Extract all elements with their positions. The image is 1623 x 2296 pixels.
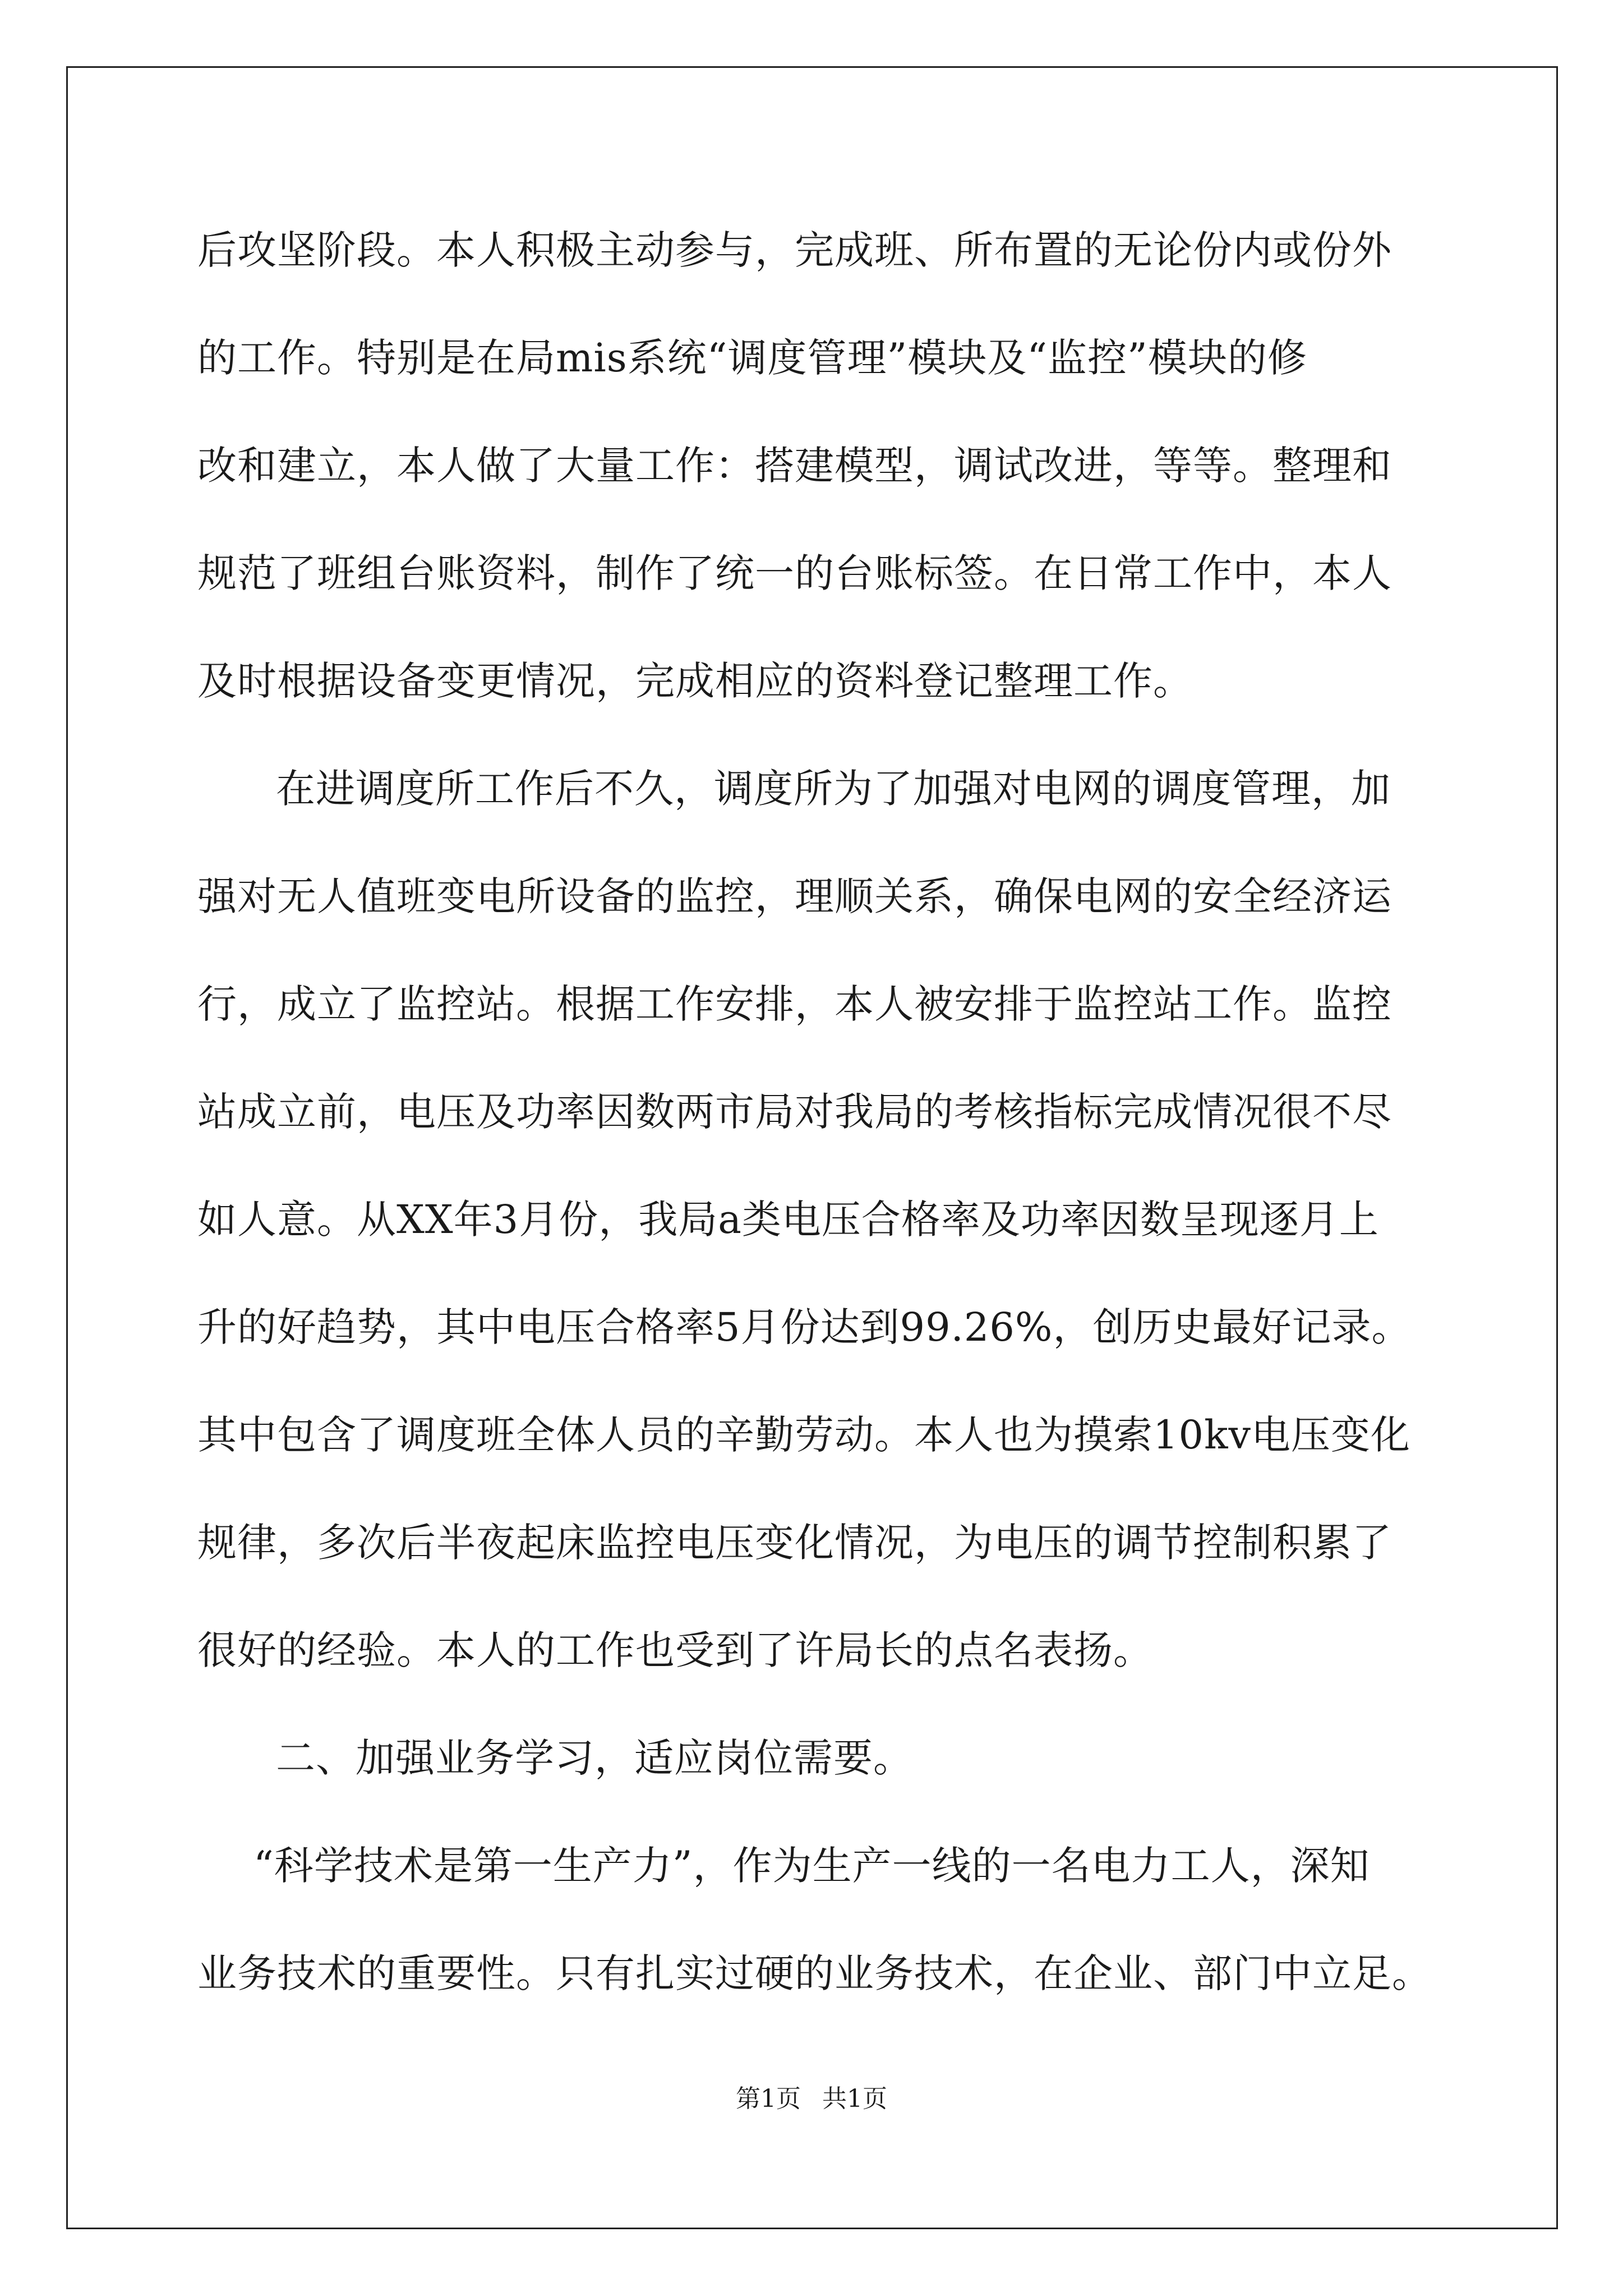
text-line: 后攻坚阶段。本人积极主动参与，完成班、所布置的无论份内或份外 (197, 227, 1392, 273)
paragraph-start-line: 在进调度所工作后不久，调度所为了加强对电网的调度管理，加 (276, 766, 1391, 812)
text-line: 强对无人值班变电所设备的监控，理顺关系，确保电网的安全经济运 (197, 873, 1392, 919)
text-line: 行，成立了监控站。根据工作安排，本人被安排于监控站工作。监控 (197, 981, 1392, 1027)
text-line: 的工作。特别是在局mis系统“调度管理”模块及“监控”模块的修 (197, 335, 1307, 381)
document-body (197, 217, 1442, 2047)
text-line: 站成立前，电压及功率因数两市局对我局的考核指标完成情况很不尽 (197, 1089, 1392, 1135)
text-line: 很好的经验。本人的工作也受到了许局长的点名表扬。 (197, 1627, 1153, 1673)
text-line: 升的好趋势，其中电压合格率5月份达到99.26%，创历史最好记录。 (197, 1304, 1412, 1350)
text-line: 及时根据设备变更情况，完成相应的资料登记整理工作。 (197, 658, 1193, 704)
text-line: 业务技术的重要性。只有扎实过硬的业务技术，在企业、部门中立足。 (197, 1950, 1432, 1996)
page-number: 第1页 (736, 2085, 801, 2113)
text-line: 其中包含了调度班全体人员的辛勤劳动。本人也为摸索10kv电压变化 (197, 1412, 1411, 1458)
text-line: 改和建立，本人做了大量工作：搭建模型，调试改进，等等。整理和 (197, 443, 1392, 489)
text-line: 规范了班组台账资料，制作了统一的台账标签。在日常工作中，本人 (197, 550, 1392, 596)
page-footer (0, 2082, 1623, 2116)
text-line: 如人意。从XX年3月份，我局a类电压合格率及功率因数呈现逐月上 (197, 1197, 1379, 1243)
page-total: 共1页 (822, 2085, 887, 2113)
section-heading: 二、加强业务学习，适应岗位需要。 (276, 1735, 913, 1781)
paragraph-start-line: “科学技术是第一生产力”，作为生产一线的一名电力工人，深知 (253, 1843, 1370, 1889)
text-line: 规律，多次后半夜起床监控电压变化情况，为电压的调节控制积累了 (197, 1520, 1392, 1566)
